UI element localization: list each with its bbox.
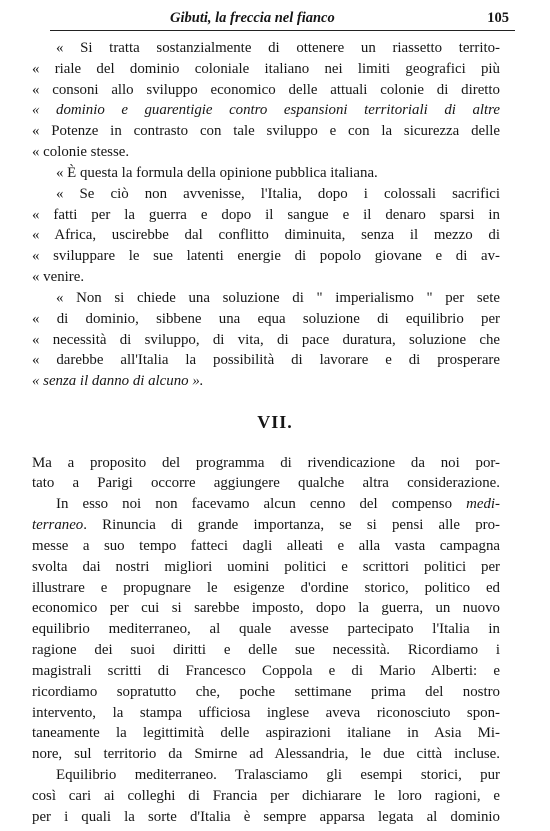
quote-line: « consoni allo sviluppo economico delle attuali colonie di diretto <box>32 81 500 98</box>
quote-line: « venire. <box>32 269 85 286</box>
quote-line: « Si tratta sostanzialmente di ottenere un riassetto territo- <box>56 40 500 56</box>
body-line: magistrali scritti di Francesco Coppola e di Mario Alberti: e <box>32 662 500 679</box>
quote-line: « riale del dominio coloniale italiano nei limiti geografici più <box>32 60 500 77</box>
section-heading: VII. <box>257 411 293 432</box>
body-line: intervento, la stampa ufficiosa inglese aveva riconosciuto spon- <box>32 704 500 721</box>
quote-line: « Potenze in contrasto con tale sviluppo e con la sicurezza delle <box>32 123 500 140</box>
quote-line: « di dominio, sibbene una equa soluzione di equilibrio per <box>32 310 500 327</box>
body-line: taneamente la legittimità delle aspirazioni italiane in Asia Mi- <box>32 725 500 742</box>
quote-line: « È questa la formula della opinione pubblica italiana. <box>56 164 378 181</box>
quote-line: « Non si chiede una soluzione di " imperialismo " per sete <box>56 289 500 306</box>
quote-line: « Africa, uscirebbe dal conflitto diminuita, senza il mezzo di <box>32 227 500 244</box>
quote-line: « Se ciò non avvenisse, l'Italia, dopo i colossali sacrifici <box>56 185 500 202</box>
body-line: ricordiamo sopratutto che, poche settimane prima del nostro <box>32 683 500 700</box>
quote-line: « colonie stesse. <box>32 144 130 161</box>
quote-line: « senza il danno di alcuno ». <box>32 373 204 390</box>
body-line: Equilibrio mediterraneo. Tralasciamo gli esempi storici, pur <box>56 766 500 783</box>
body-line: per i quali la sorte d'Italia è sempre apparsa legata al dominio <box>32 808 500 825</box>
body-line: equilibrio mediterraneo, al quale avesse partecipato l'Italia in <box>32 621 500 638</box>
body-line-text: . Rinuncia di grande importanza, se si pensi alle pro- <box>83 517 500 534</box>
body-line: illustrare e propugnare le esigenze d'ordine storico, politico ed <box>32 579 500 596</box>
body-line: economico per cui si sarebbe imposto, dopo la guerra, un nuovo <box>32 600 500 617</box>
body-line: ragione dei suoi diritti e delle sue necessità. Ricordiamo i <box>32 642 500 659</box>
running-title: Gibuti, la freccia nel fianco <box>170 10 335 26</box>
body-line: messe a suo tempo fatteci dagli alleati e alla vasta campagna <box>32 537 500 554</box>
quote-line: « sviluppare le sue latenti energie di popolo giovane e di av- <box>32 248 500 265</box>
quote-line: « dominio e guarentigie contro espansioni territoriali di altre <box>32 102 500 119</box>
body-line: così cari ai colleghi di Francia per dichiarare le loro ragioni, e <box>32 787 500 804</box>
running-header <box>50 8 515 31</box>
quote-line: « fatti per la guerra e dopo il sangue e il denaro sparsi in <box>32 206 500 223</box>
quote-line: « darebbe all'Italia la possibilità di lavorare e di prosperare <box>32 352 500 369</box>
page-number: 105 <box>487 10 509 26</box>
quote-line: « necessità di sviluppo, di vita, di pace duratura, soluzione che <box>32 331 500 348</box>
body-line: Ma a proposito del programma di rivendicazione da noi por- <box>32 454 500 471</box>
body-line: nore, sul territorio da Smirne ad Alessandria, le due città incluse. <box>32 746 500 763</box>
italic-word: terraneo <box>32 517 84 534</box>
body-line-text: In esso noi non facevamo alcun cenno del compenso <box>56 496 467 513</box>
italic-word: medi- <box>466 496 500 513</box>
body-line: svolta dai nostri migliori uomini politici e scrittori politici per <box>32 558 500 575</box>
body-line: tato a Parigi occorre aggiungere qualche altra considerazione. <box>32 475 500 492</box>
